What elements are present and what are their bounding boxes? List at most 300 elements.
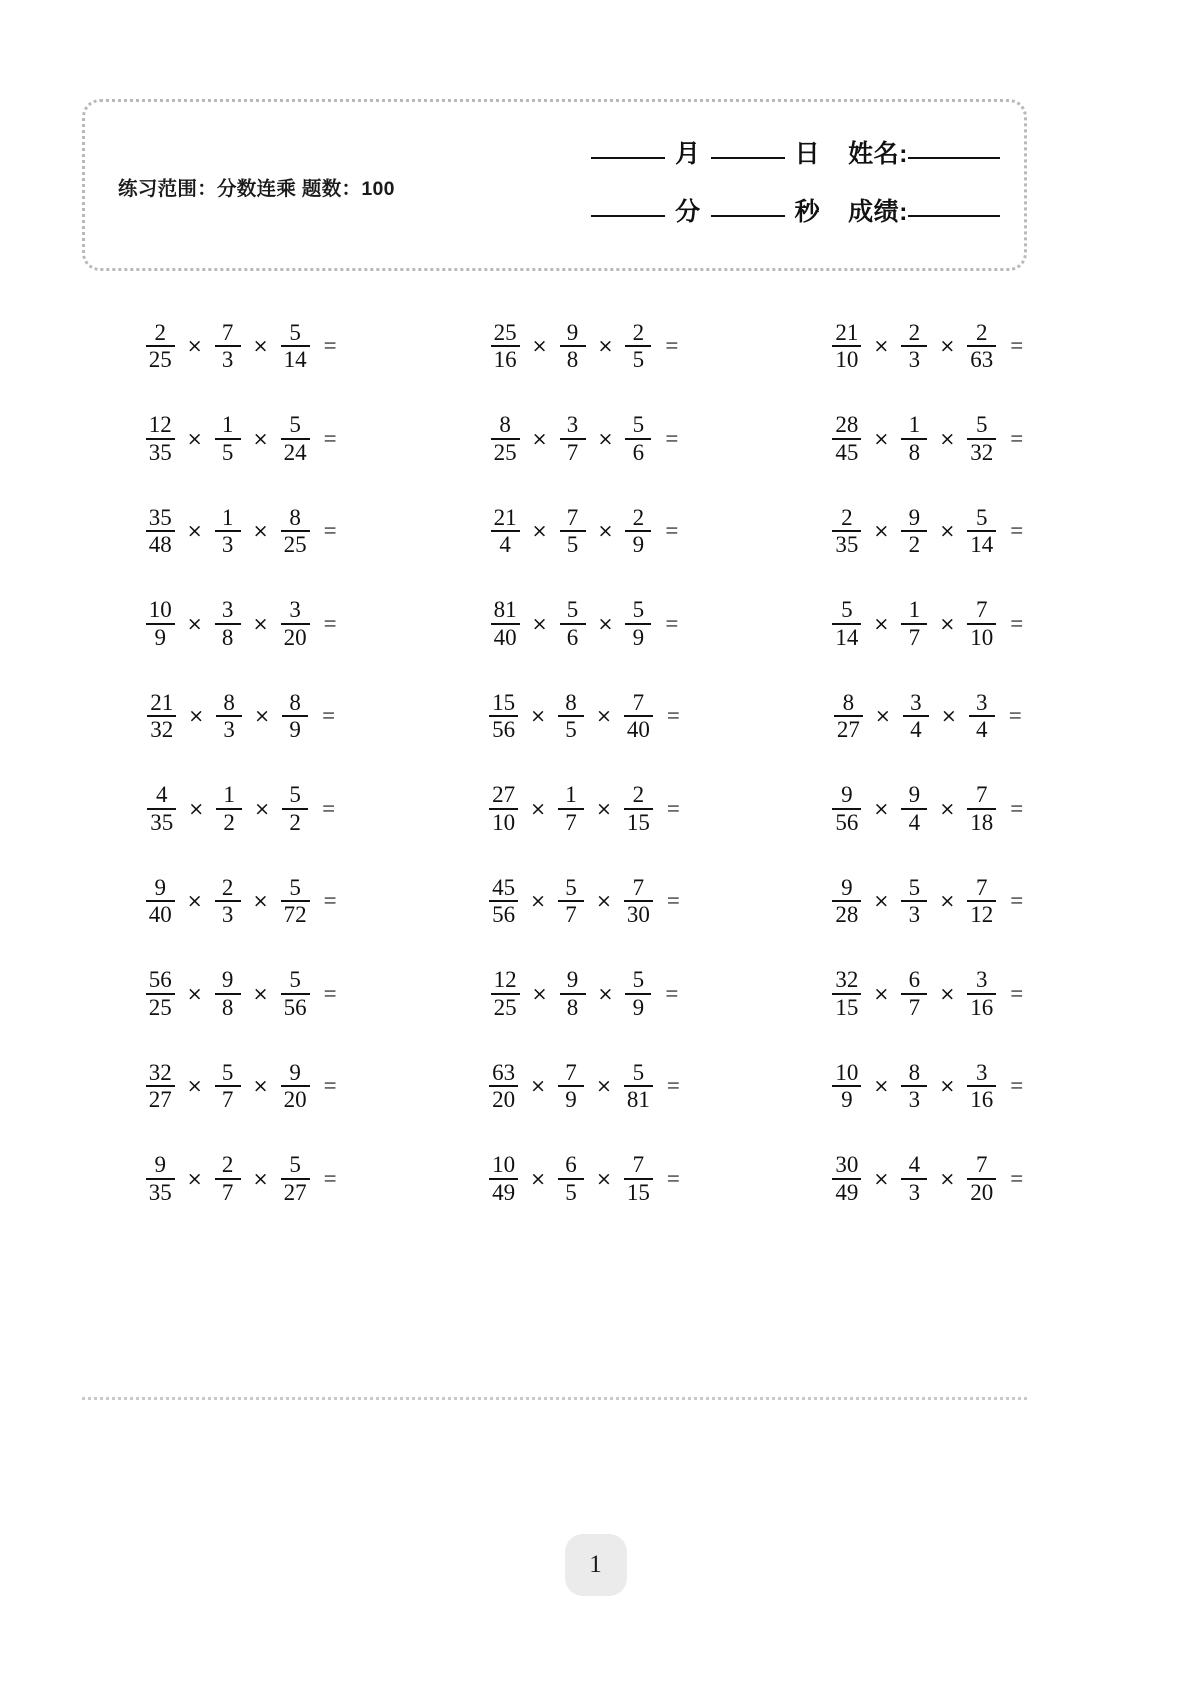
problem-expression (829, 598, 1023, 649)
multiply-operator-2: × (939, 612, 956, 635)
equals-sign: = (323, 1165, 337, 1191)
fraction-1-numerator: 2 (841, 504, 853, 530)
fraction-3-numerator: 5 (289, 319, 301, 345)
problem-expression (829, 413, 1023, 464)
multiply-operator-2: × (939, 427, 956, 450)
fraction-1-numerator: 4 (156, 782, 168, 808)
multiply-operator-1: × (530, 705, 546, 728)
fraction-3 (625, 321, 651, 372)
multiply-operator-2: × (252, 1075, 269, 1098)
fraction-1-denominator: 27 (836, 717, 860, 743)
fraction-3 (967, 598, 996, 649)
multiply-operator-1: × (531, 520, 548, 543)
fraction-1 (489, 783, 518, 834)
fraction-2-denominator: 5 (565, 1179, 577, 1205)
fraction-2-numerator: 6 (908, 967, 921, 993)
equals-sign: = (666, 703, 680, 729)
multiply-operator-1: × (530, 1167, 546, 1190)
problem-9[interactable] (769, 485, 1112, 578)
multiply-operator-2: × (939, 797, 956, 820)
fraction-2-denominator: 2 (223, 809, 235, 835)
fraction-1-numerator: 10 (835, 1059, 859, 1085)
multiply-operator-1: × (873, 1167, 890, 1190)
practice-scope-label: 练习范围：分数连乘 题数：100 (118, 178, 395, 200)
fraction-3-numerator: 2 (632, 782, 645, 808)
fraction-3-denominator: 15 (626, 1179, 650, 1205)
fraction-2-denominator: 2 (908, 532, 921, 558)
fraction-3-denominator: 14 (283, 347, 307, 373)
fraction-1 (832, 413, 861, 464)
fraction-2-numerator: 1 (223, 782, 235, 808)
fraction-2-denominator: 3 (908, 1087, 921, 1113)
multiply-operator-1: × (186, 427, 203, 450)
fraction-2 (558, 876, 584, 927)
fraction-2 (558, 1153, 584, 1204)
equals-sign: = (1010, 610, 1024, 636)
fraction-2-denominator: 8 (908, 439, 921, 465)
fraction-2 (901, 413, 927, 464)
fraction-1-denominator: 35 (148, 1179, 172, 1205)
fraction-3-denominator: 20 (283, 624, 307, 650)
problem-8[interactable] (425, 485, 768, 578)
fraction-1-denominator: 49 (492, 1179, 516, 1205)
fraction-1-denominator: 49 (835, 1179, 859, 1205)
fraction-1-denominator: 56 (492, 717, 516, 743)
fraction-2-denominator: 5 (566, 532, 579, 558)
second-blank-line[interactable] (711, 215, 785, 217)
problem-expression (831, 691, 1022, 742)
fraction-3-numerator: 7 (976, 874, 988, 900)
fraction-2-denominator: 4 (910, 717, 922, 743)
fraction-2-denominator: 3 (908, 902, 921, 928)
fraction-1-numerator: 10 (492, 1152, 516, 1178)
month-label: 月 (675, 140, 701, 168)
problem-expression (143, 598, 337, 649)
fraction-1 (832, 968, 861, 1019)
month-blank-line[interactable] (591, 157, 665, 159)
fraction-3-denominator: 9 (632, 624, 645, 650)
fraction-2 (216, 783, 242, 834)
problem-11[interactable] (425, 578, 768, 671)
fraction-3-denominator: 24 (283, 439, 307, 465)
date-row (520, 134, 1000, 192)
fraction-1 (146, 876, 175, 927)
fraction-2 (901, 1061, 927, 1112)
fraction-1-numerator: 28 (835, 412, 859, 438)
fraction-1-denominator: 4 (499, 532, 511, 558)
fraction-3 (281, 321, 310, 372)
fraction-2 (901, 783, 927, 834)
fraction-3 (625, 968, 651, 1019)
fraction-1 (147, 691, 176, 742)
problem-26[interactable] (425, 1040, 768, 1133)
fraction-1 (146, 413, 175, 464)
score-blank-line[interactable] (908, 215, 1000, 217)
problem-28[interactable] (82, 1133, 425, 1226)
fraction-3-numerator: 5 (976, 412, 988, 438)
fraction-2 (558, 783, 584, 834)
fraction-1 (146, 506, 175, 557)
problem-22[interactable] (82, 948, 425, 1041)
fraction-1-denominator: 9 (154, 624, 166, 650)
multiply-operator-1: × (873, 797, 890, 820)
fraction-3 (281, 1153, 310, 1204)
fraction-3-numerator: 5 (976, 504, 988, 530)
multiply-operator-1: × (874, 705, 891, 728)
fraction-3-denominator: 56 (283, 994, 307, 1020)
fraction-1-denominator: 28 (835, 902, 859, 928)
problem-10[interactable] (82, 578, 425, 671)
fraction-1 (491, 968, 520, 1019)
equals-sign: = (322, 795, 336, 821)
problem-29[interactable] (425, 1133, 768, 1226)
fraction-2-numerator: 8 (565, 689, 577, 715)
fraction-2 (901, 506, 927, 557)
problem-24[interactable] (769, 948, 1112, 1041)
fraction-3-numerator: 7 (976, 597, 988, 623)
fraction-1 (832, 1061, 861, 1112)
fraction-3-denominator: 9 (632, 994, 645, 1020)
problem-expression (486, 1061, 680, 1112)
fraction-3 (281, 876, 310, 927)
multiply-operator-1: × (186, 335, 203, 358)
fraction-1-denominator: 40 (148, 902, 172, 928)
fraction-2-denominator: 8 (566, 994, 579, 1020)
fraction-3-denominator: 20 (283, 1087, 307, 1113)
problem-expression (488, 413, 679, 464)
problem-7[interactable] (82, 485, 425, 578)
fraction-3 (967, 1061, 996, 1112)
multiply-operator-2: × (939, 520, 956, 543)
multiply-operator-2: × (252, 427, 269, 450)
problem-30[interactable] (769, 1133, 1112, 1226)
fraction-3-denominator: 6 (632, 439, 645, 465)
fraction-3 (967, 783, 996, 834)
fraction-3 (967, 876, 996, 927)
fraction-3 (967, 968, 996, 1019)
multiply-operator-1: × (186, 1075, 203, 1098)
fraction-1 (832, 1153, 861, 1204)
fraction-3-denominator: 10 (970, 624, 994, 650)
fraction-1-denominator: 40 (493, 624, 517, 650)
fraction-1-numerator: 10 (148, 597, 172, 623)
equals-sign: = (322, 703, 336, 729)
multiply-operator-2: × (596, 1075, 612, 1098)
problem-expression (829, 1153, 1023, 1204)
fraction-2 (558, 1061, 584, 1112)
multiply-operator-1: × (531, 612, 548, 635)
problem-expression (829, 321, 1023, 372)
fraction-2 (560, 413, 586, 464)
problem-19[interactable] (82, 855, 425, 948)
fraction-3-numerator: 7 (976, 782, 988, 808)
second-label: 秒 (794, 198, 821, 226)
equals-sign: = (665, 425, 679, 451)
fraction-3 (281, 413, 310, 464)
problem-20[interactable] (425, 855, 768, 948)
fraction-1 (832, 321, 861, 372)
fraction-3 (625, 506, 651, 557)
problem-14[interactable] (425, 670, 768, 763)
fraction-1-denominator: 20 (492, 1087, 516, 1113)
fraction-1-denominator: 56 (492, 902, 516, 928)
fraction-1-numerator: 27 (492, 782, 516, 808)
multiply-operator-2: × (940, 705, 957, 728)
fraction-2 (215, 1061, 241, 1112)
problem-expression (488, 968, 679, 1019)
equals-sign: = (1010, 1165, 1024, 1191)
day-blank-line[interactable] (711, 157, 785, 159)
fraction-2-numerator: 1 (565, 782, 577, 808)
fraction-2-numerator: 3 (910, 689, 922, 715)
fraction-3-numerator: 7 (632, 874, 645, 900)
fraction-3 (967, 506, 996, 557)
fraction-2 (216, 691, 242, 742)
problem-expression (144, 691, 335, 742)
multiply-operator-2: × (939, 890, 956, 913)
fraction-1-numerator: 35 (148, 504, 172, 530)
fraction-2 (901, 598, 927, 649)
fraction-1-numerator: 81 (493, 597, 517, 623)
fraction-2-numerator: 5 (565, 874, 577, 900)
fraction-1-numerator: 9 (154, 874, 166, 900)
fraction-2-denominator: 7 (908, 994, 921, 1020)
problem-25[interactable] (82, 1040, 425, 1133)
fraction-1-numerator: 12 (493, 967, 517, 993)
fraction-1-numerator: 9 (841, 874, 853, 900)
fraction-1-numerator: 8 (842, 689, 855, 715)
fraction-3-denominator: 9 (632, 532, 645, 558)
problem-expression (829, 506, 1023, 557)
equals-sign: = (1010, 518, 1024, 544)
fraction-1-numerator: 32 (835, 967, 859, 993)
problem-expression (143, 968, 337, 1019)
time-row (520, 192, 1000, 250)
equals-sign: = (665, 518, 679, 544)
fraction-3 (624, 691, 653, 742)
fraction-3-numerator: 5 (289, 412, 301, 438)
multiply-operator-1: × (531, 427, 548, 450)
multiply-operator-1: × (873, 890, 890, 913)
fraction-2 (215, 1153, 241, 1204)
problem-17[interactable] (425, 763, 768, 856)
problem-expression (488, 321, 679, 372)
day-label: 日 (794, 140, 821, 168)
multiply-operator-2: × (939, 335, 956, 358)
name-blank-line[interactable] (908, 157, 1000, 159)
multiply-operator-1: × (188, 705, 205, 728)
fraction-3-denominator: 30 (626, 902, 650, 928)
fraction-1 (489, 1153, 518, 1204)
fraction-1 (832, 506, 861, 557)
problem-expression (488, 598, 679, 649)
fraction-2 (901, 968, 927, 1019)
fraction-3-numerator: 7 (632, 1152, 645, 1178)
fraction-3-numerator: 9 (289, 1059, 301, 1085)
problem-13[interactable] (82, 670, 425, 763)
equals-sign: = (1010, 795, 1024, 821)
fraction-3-numerator: 7 (632, 689, 645, 715)
fraction-2-denominator: 3 (221, 347, 234, 373)
problem-expression (143, 876, 337, 927)
multiply-operator-2: × (252, 982, 269, 1005)
fraction-2-denominator: 4 (908, 809, 921, 835)
fraction-2 (903, 691, 929, 742)
multiply-operator-1: × (531, 335, 548, 358)
multiply-operator-2: × (252, 335, 269, 358)
fraction-2 (560, 321, 586, 372)
fraction-3-denominator: 20 (970, 1179, 994, 1205)
fraction-2-denominator: 9 (565, 1087, 577, 1113)
multiply-operator-2: × (596, 1167, 612, 1190)
multiply-operator-2: × (939, 982, 956, 1005)
minute-blank-line[interactable] (591, 215, 665, 217)
footer-divider (82, 1397, 1027, 1400)
fraction-2 (558, 691, 584, 742)
fraction-1-numerator: 45 (492, 874, 516, 900)
name-label: 姓名: (848, 140, 908, 168)
multiply-operator-2: × (254, 797, 271, 820)
fraction-3-denominator: 81 (626, 1087, 650, 1113)
fraction-1-numerator: 15 (492, 689, 516, 715)
fraction-2 (901, 321, 927, 372)
fraction-1-numerator: 12 (148, 412, 172, 438)
multiply-operator-2: × (597, 427, 614, 450)
problem-expression (143, 321, 337, 372)
equals-sign: = (323, 980, 337, 1006)
fraction-3-denominator: 72 (283, 902, 307, 928)
problem-expression (829, 783, 1023, 834)
fraction-2-numerator: 7 (566, 504, 579, 530)
fraction-1-denominator: 10 (492, 809, 516, 835)
fraction-2-numerator: 5 (566, 597, 579, 623)
fraction-1 (834, 691, 863, 742)
fraction-1-denominator: 45 (835, 439, 859, 465)
problem-expression (829, 1061, 1023, 1112)
problem-2[interactable] (425, 300, 768, 393)
fraction-1 (489, 876, 518, 927)
fraction-1-numerator: 32 (148, 1059, 172, 1085)
fraction-3 (624, 783, 653, 834)
problem-18[interactable] (769, 763, 1112, 856)
problems-grid (82, 300, 1112, 1225)
fraction-3 (967, 413, 996, 464)
fraction-3 (281, 506, 310, 557)
problem-expression (829, 968, 1023, 1019)
fraction-3 (969, 691, 995, 742)
fraction-1-denominator: 35 (150, 809, 174, 835)
fraction-3-numerator: 2 (976, 319, 988, 345)
multiply-operator-1: × (186, 612, 203, 635)
equals-sign: = (1010, 1073, 1024, 1099)
fraction-2-numerator: 9 (908, 504, 921, 530)
equals-sign: = (665, 980, 679, 1006)
problem-15[interactable] (769, 670, 1112, 763)
fraction-2 (215, 506, 241, 557)
fraction-1-numerator: 21 (493, 504, 517, 530)
fraction-3-denominator: 27 (283, 1179, 307, 1205)
equals-sign: = (666, 795, 680, 821)
fraction-2-denominator: 3 (908, 347, 921, 373)
multiply-operator-2: × (597, 520, 614, 543)
problem-6[interactable] (769, 393, 1112, 486)
fraction-2-numerator: 5 (221, 1059, 234, 1085)
fraction-2-denominator: 8 (221, 994, 234, 1020)
problem-23[interactable] (425, 948, 768, 1041)
fraction-2-numerator: 9 (221, 967, 234, 993)
fraction-2-numerator: 1 (221, 412, 234, 438)
fraction-3 (624, 1061, 653, 1112)
fraction-2-denominator: 5 (565, 717, 577, 743)
equals-sign: = (323, 425, 337, 451)
fraction-2-numerator: 9 (566, 967, 579, 993)
fraction-3 (624, 1153, 653, 1204)
fraction-1-denominator: 9 (841, 1087, 853, 1113)
fraction-1 (832, 598, 861, 649)
problem-4[interactable] (82, 393, 425, 486)
problem-5[interactable] (425, 393, 768, 486)
fraction-3-numerator: 5 (289, 874, 301, 900)
fraction-1 (491, 321, 520, 372)
fraction-1 (491, 413, 520, 464)
fraction-2-denominator: 5 (221, 439, 234, 465)
fraction-2-denominator: 7 (565, 902, 577, 928)
fraction-3-denominator: 63 (970, 347, 994, 373)
fraction-1 (832, 876, 861, 927)
fraction-3 (282, 691, 308, 742)
fraction-1-numerator: 63 (492, 1059, 516, 1085)
fraction-2-numerator: 3 (221, 597, 234, 623)
fraction-2-numerator: 3 (566, 412, 579, 438)
problem-3[interactable] (769, 300, 1112, 393)
fraction-2-numerator: 7 (221, 319, 234, 345)
fraction-2-denominator: 3 (223, 717, 235, 743)
equals-sign: = (323, 888, 337, 914)
multiply-operator-2: × (252, 1167, 269, 1190)
fraction-2-denominator: 7 (908, 624, 921, 650)
fraction-1 (491, 598, 520, 649)
fraction-2-numerator: 5 (908, 874, 921, 900)
equals-sign: = (323, 610, 337, 636)
problem-1[interactable] (82, 300, 425, 393)
fraction-2-denominator: 8 (566, 347, 579, 373)
problem-12[interactable] (769, 578, 1112, 671)
problem-27[interactable] (769, 1040, 1112, 1133)
fraction-2-numerator: 7 (565, 1059, 577, 1085)
fraction-1 (489, 691, 518, 742)
problem-expression (143, 1153, 337, 1204)
multiply-operator-1: × (186, 890, 203, 913)
multiply-operator-2: × (254, 705, 271, 728)
student-info-fields (520, 134, 1000, 250)
problem-21[interactable] (769, 855, 1112, 948)
fraction-3-numerator: 5 (632, 967, 645, 993)
fraction-3 (967, 1153, 996, 1204)
fraction-3-denominator: 12 (970, 902, 994, 928)
fraction-3-denominator: 16 (970, 994, 994, 1020)
multiply-operator-1: × (186, 982, 203, 1005)
fraction-1-denominator: 10 (835, 347, 859, 373)
problem-expression (486, 876, 680, 927)
fraction-2 (215, 876, 241, 927)
problem-expression (488, 506, 679, 557)
problem-16[interactable] (82, 763, 425, 856)
multiply-operator-2: × (939, 1075, 956, 1098)
fraction-2-numerator: 2 (221, 874, 234, 900)
multiply-operator-1: × (873, 335, 890, 358)
minute-label: 分 (675, 198, 701, 226)
equals-sign: = (1010, 888, 1024, 914)
